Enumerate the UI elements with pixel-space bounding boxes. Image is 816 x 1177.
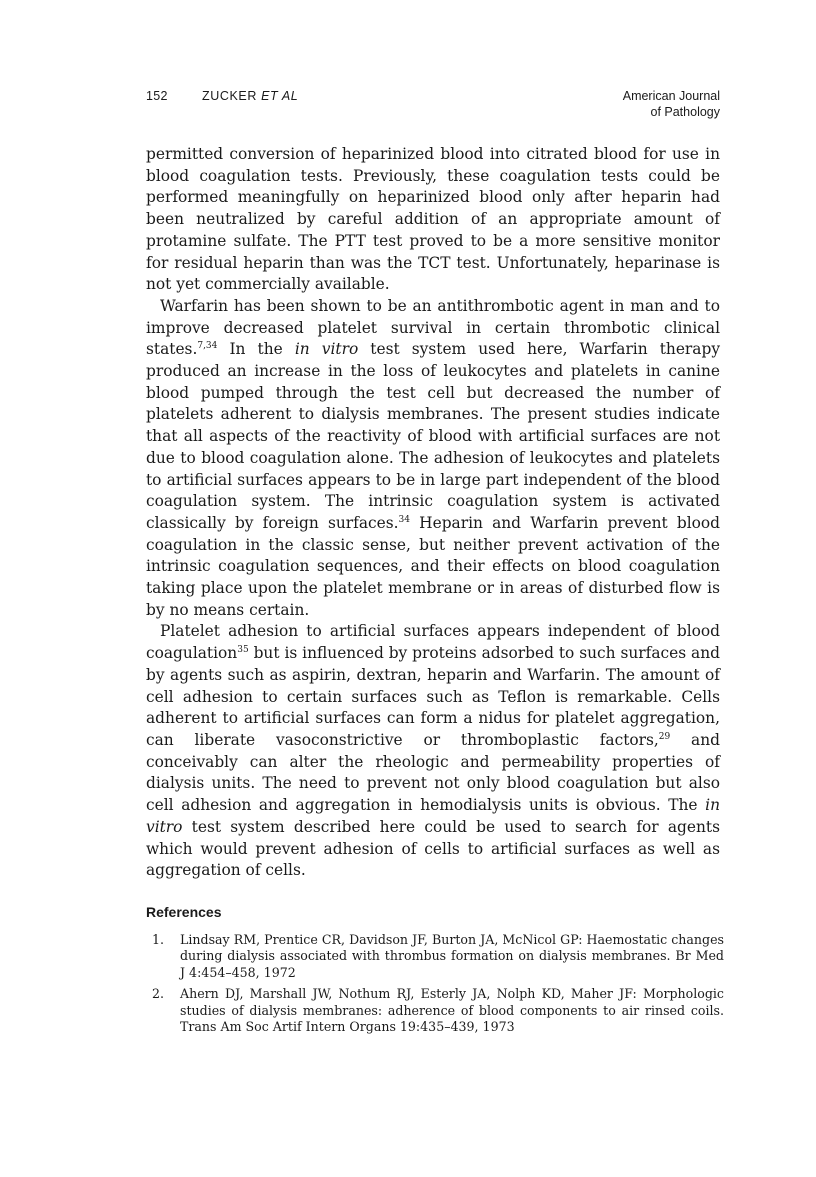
paragraph-3-text-d: test system described here could be used to search for agents which would prevent adhesion of cells to artificial surfaces as well as aggregation of cells. [146, 817, 720, 880]
italic-term: in vitro [146, 796, 720, 836]
citation-superscript: 7,34 [197, 341, 218, 352]
paragraph-3-text-b: but is influenced by proteins adsorbed to such surfaces and by agents such as aspirin, dextran, heparin and Warfarin. The amount of cell adhesion to certain surfaces such as Teflon is remarkable. Cells adherent to artificial surfaces can form a nidus for platelet aggregation, can liberate vasoconstrictive or thromboplastic factors, [146, 644, 720, 749]
references-heading: References [146, 904, 222, 920]
paragraph-1 [146, 144, 720, 296]
reference-text: Ahern DJ, Marshall JW, Nothum RJ, Esterly JA, Nolph KD, Maher JF: Morphologic studies of dialysis membranes: adherence of blood components to air rinsed coils. Trans Am Soc Artif Intern Organs 19:435–439, 1973 [180, 986, 724, 1035]
body-text [146, 144, 720, 882]
citation-superscript: 35 [237, 645, 249, 656]
reference-item [146, 932, 724, 981]
paragraph-2-text-d: Heparin and Warfarin prevent blood coagulation in the classic sense, but neither prevent activation of the intrinsic coagulation sequences, and their effects on blood coagulation taking place upon the platelet membrane or in areas of disturbed flow is by no means certain. [146, 513, 721, 619]
italic-term: in vitro [294, 340, 359, 359]
running-head-authors [202, 88, 298, 104]
author-surname: ZUCKER [202, 89, 257, 103]
paragraph-2-text-b: In the [217, 340, 295, 359]
reference-number: 2. [152, 986, 165, 1002]
reference-list [146, 932, 724, 1040]
journal-name-line-1: American Journal [622, 89, 720, 103]
paragraph-2-text-a: Warfarin has been shown to be an antithrombotic agent in man and to improve decreased platelet survival in certain thrombotic clinical states. [146, 296, 720, 359]
journal-name [623, 88, 720, 120]
paragraph-2-text-c: test system used here, Warfarin therapy produced an increase in the loss of leukocytes and platelets in canine blood pumped through the test cell but decreased the number of platelets adherent to dialysis membranes. The present studies indicate that all aspects of the reactivity of blood with artificial surfaces are not due to blood coagulation alone. The adhesion of leukocytes and platelets to artificial surfaces appears to be in large part independent of the blood coagulation system. The intrinsic coagulation system is activated classically by foreign surfaces. [146, 340, 721, 532]
page-number: 152 [146, 89, 168, 103]
author-etal: ET AL [261, 89, 299, 103]
paragraph-3-text-a: Platelet adhesion to artificial surfaces appears independent of blood coagulation [146, 622, 720, 663]
citation-superscript: 34 [398, 514, 410, 525]
reference-number: 1. [152, 932, 165, 947]
reference-item [146, 986, 724, 1035]
reference-text: Lindsay RM, Prentice CR, Davidson JF, Burton JA, McNicol GP: Haemostatic changes during dialysis associated with thrombus formation on dialysis membranes. Br Med J 4:454–458, 1972 [180, 932, 724, 980]
running-header [146, 88, 720, 124]
paragraph-2 [146, 296, 720, 622]
paragraph-3-text-c: and conceivably can alter the rheologic and permeability properties of dialysis units. The need to prevent not only blood coagulation but also cell adhesion and aggregation in hemodialysis units is obvious. The [146, 730, 720, 815]
citation-superscript: 29 [658, 731, 671, 742]
paragraph-3 [146, 621, 720, 881]
journal-name-line-2: of Pathology [650, 105, 720, 119]
paragraph-1-text: permitted conversion of heparinized blood into citrated blood for use in blood coagulation tests. Previously, these coagulation tests could be performed meaningfully on heparinized blood only after heparin had been neutralized by careful addition of an appropriate amount of protamine sulfate. The PTT test proved to be a more sensitive monitor for residual heparin than was the TCT test. Unfortunately, heparinase is not yet commercially available. [146, 145, 720, 294]
